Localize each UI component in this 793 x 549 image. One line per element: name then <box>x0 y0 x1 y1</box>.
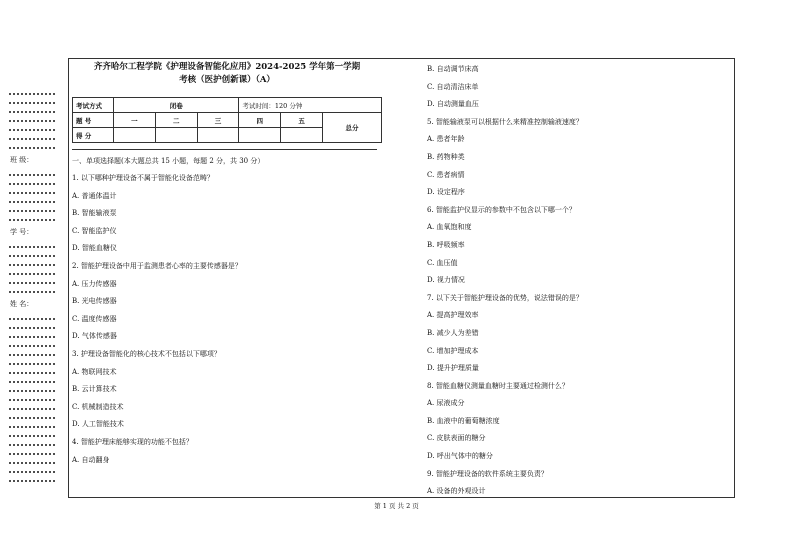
dot-line <box>8 407 56 411</box>
right-line: D. 视力情况 <box>427 276 465 285</box>
right-column <box>427 61 727 501</box>
right-line: D. 呼出气体中的糖分 <box>427 452 493 461</box>
right-line: A. 提高护理效率 <box>427 311 479 320</box>
dot-line <box>8 200 56 204</box>
option: D. 气体传感器 <box>72 332 117 341</box>
right-line: B. 呼吸频率 <box>427 240 465 249</box>
col-5: 五 <box>281 113 323 128</box>
exam-title: 齐齐哈尔工程学院《护理设备智能化应用》2024-2025 学年第一学期 <box>93 62 361 72</box>
name-label: 姓 名： <box>10 300 34 308</box>
dot-line <box>8 290 56 294</box>
option: A. 物联网技术 <box>72 367 117 376</box>
dot-line <box>8 92 56 96</box>
dot-line <box>8 443 56 447</box>
option: A. 压力传感器 <box>72 279 117 288</box>
col-3: 三 <box>197 113 239 128</box>
divider <box>72 149 377 150</box>
dot-line <box>8 380 56 384</box>
left-question-list <box>72 170 382 469</box>
student-id-label: 学 号： <box>10 228 34 236</box>
dot-line <box>8 371 56 375</box>
option: D. 智能血糖仪 <box>72 244 117 253</box>
section-heading: 一、单项选择题(本大题总共 15 小题，每题 2 分，共 30 分） <box>72 157 265 165</box>
right-line: D. 设定程序 <box>427 188 465 197</box>
right-line: C. 自动清洁床单 <box>427 82 479 91</box>
class-label: 班 级： <box>10 156 34 164</box>
option: C. 温度传感器 <box>72 314 117 323</box>
dot-line <box>8 245 56 249</box>
dot-line <box>8 191 56 195</box>
dot-line <box>8 182 56 186</box>
dot-line <box>8 128 56 132</box>
right-line: A. 血氧饱和度 <box>427 223 472 232</box>
option: C. 机械制造技术 <box>72 402 124 411</box>
binding-margin <box>8 92 60 488</box>
score-cell-2[interactable] <box>155 128 197 143</box>
exam-time: 考试时间：120 分钟 <box>239 98 382 113</box>
dot-line <box>8 479 56 483</box>
exam-mode-label: 考试方式 <box>73 98 114 113</box>
dot-line <box>8 326 56 330</box>
option: A. 自动翻身 <box>72 455 110 464</box>
right-line: 7. 以下关于智能护理设备的优势，说法错误的是？ <box>427 293 583 302</box>
right-line: A. 尿液成分 <box>427 399 465 408</box>
col-1: 一 <box>114 113 156 128</box>
col-4: 四 <box>239 113 281 128</box>
dot-line <box>8 146 56 150</box>
right-line: A. 患者年龄 <box>427 135 465 144</box>
right-line: C. 增加护理成本 <box>427 346 479 355</box>
dot-line <box>8 461 56 465</box>
right-line: B. 药物种类 <box>427 152 465 161</box>
total-label: 总分 <box>323 113 382 143</box>
dot-line <box>8 452 56 456</box>
dot-line <box>8 281 56 285</box>
dot-line <box>8 389 56 393</box>
right-line: B. 减少人为差错 <box>427 328 479 337</box>
right-line: C. 患者病情 <box>427 170 465 179</box>
dot-line <box>8 434 56 438</box>
right-line: B. 血液中的葡萄糖浓度 <box>427 416 500 425</box>
dot-line <box>8 272 56 276</box>
option: B. 智能输液泵 <box>72 209 117 218</box>
right-line: 9. 智能护理设备的软件系统主要负责？ <box>427 469 548 478</box>
dot-line <box>8 362 56 366</box>
option: B. 光电传感器 <box>72 297 117 306</box>
question-text: 3. 护理设备智能化的核心技术不包括以下哪项？ <box>72 349 221 358</box>
right-line: C. 皮肤表面的糖分 <box>427 434 486 443</box>
option: D. 人工智能技术 <box>72 420 124 429</box>
question-text: 2. 智能护理设备中用于监测患者心率的主要传感器是？ <box>72 261 242 270</box>
exam-mode-value: 闭卷 <box>114 98 239 113</box>
page-footer: 第 1 页 共 2 页 <box>374 502 419 510</box>
question-no-label: 题 号 <box>73 113 114 128</box>
right-line: A. 设备的外观设计 <box>427 487 486 496</box>
right-line: 5. 智能输液泵可以根据什么来精准控制输液速度？ <box>427 117 583 126</box>
right-line: B. 自动调节床高 <box>427 65 479 73</box>
dot-line <box>8 173 56 177</box>
score-table <box>72 97 382 143</box>
question-text: 1. 以下哪种护理设备不属于智能化设备范畴？ <box>72 174 214 182</box>
dot-line <box>8 335 56 339</box>
score-cell-4[interactable] <box>239 128 281 143</box>
left-column <box>72 61 382 469</box>
dot-line <box>8 119 56 123</box>
question-text: 4. 智能护理床能够实现的功能不包括？ <box>72 437 193 446</box>
option: B. 云计算技术 <box>72 385 117 394</box>
dot-line <box>8 398 56 402</box>
option: A. 普通体温计 <box>72 191 117 200</box>
right-line: 8. 智能血糖仪测量血糖时主要通过检测什么？ <box>427 381 569 390</box>
right-line: D. 自动测量血压 <box>427 100 479 109</box>
dot-line <box>8 317 56 321</box>
score-cell-3[interactable] <box>197 128 239 143</box>
dot-line <box>8 416 56 420</box>
dot-line <box>8 110 56 114</box>
score-label: 得 分 <box>73 128 114 143</box>
right-line: D. 提升护理质量 <box>427 364 479 373</box>
dot-line <box>8 425 56 429</box>
score-cell-5[interactable] <box>281 128 323 143</box>
dot-line <box>8 209 56 213</box>
option: C. 智能监护仪 <box>72 226 117 235</box>
dot-line <box>8 353 56 357</box>
dot-line <box>8 254 56 258</box>
dot-line <box>8 470 56 474</box>
dot-line <box>8 263 56 267</box>
dot-line <box>8 137 56 141</box>
col-2: 二 <box>155 113 197 128</box>
dot-line <box>8 101 56 105</box>
exam-subtitle: 考核（医护创新课）（A） <box>179 75 275 85</box>
dot-line <box>8 344 56 348</box>
right-line: 6. 智能监护仪显示的参数中不包含以下哪一个？ <box>427 205 576 214</box>
dot-line <box>8 218 56 222</box>
score-cell-1[interactable] <box>114 128 156 143</box>
right-line: C. 血压值 <box>427 258 458 267</box>
